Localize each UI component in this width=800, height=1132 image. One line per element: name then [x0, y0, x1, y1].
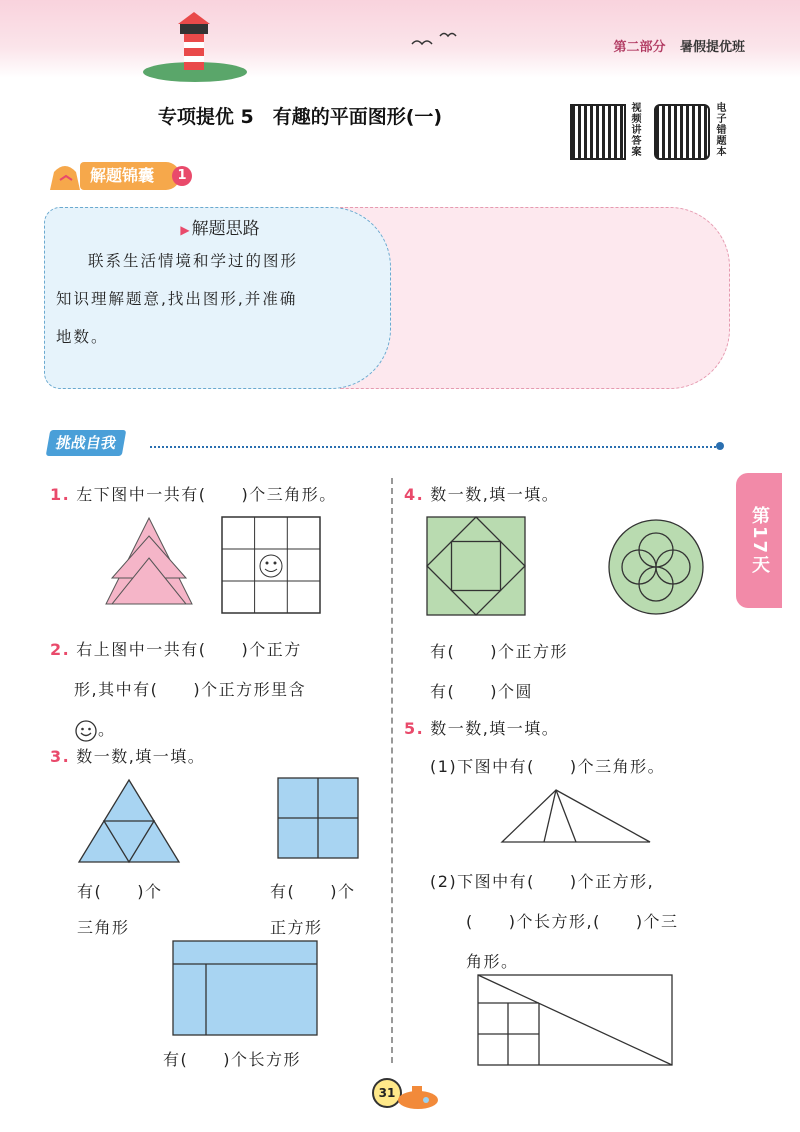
idea-heading: ▶ 解题思路: [180, 219, 260, 239]
divided-triangle-figure: [500, 788, 652, 844]
stacked-triangles-figure: [104, 516, 194, 608]
question-3-answer-triangles: 有( )个 三角形: [77, 882, 163, 937]
tips-badge-label: 解题锦囊: [80, 162, 180, 190]
submarine-icon: [396, 1082, 442, 1112]
page-number: 31: [372, 1078, 402, 1108]
question-3: 3. 数一数,填一填。: [50, 747, 206, 766]
question-3-answer-squares: 有( )个 正方形: [270, 882, 356, 937]
day-tab: 第17天: [736, 473, 782, 608]
page-title: 专项提优 5 有趣的平面图形(一): [157, 106, 443, 128]
four-square-figure: [277, 777, 359, 859]
lighthouse-illustration: [140, 10, 250, 80]
error-book-qr-label: 电子错题本: [714, 102, 725, 157]
question-5-part-1: (1)下图中有( )个三角形。: [430, 757, 666, 776]
rectangles-figure: [172, 940, 318, 1036]
method-box: [340, 207, 730, 389]
divider-dot: [716, 442, 724, 450]
column-divider: [391, 478, 393, 1063]
header-breadcrumb: [613, 36, 745, 55]
arrow-icon: ▶: [180, 223, 190, 237]
section-divider: [150, 446, 720, 448]
error-book-qr-code[interactable]: [654, 104, 710, 160]
nested-squares-figure: [426, 516, 526, 616]
header-class: 暑假提优班: [679, 40, 745, 55]
subdivided-triangle-figure: [77, 778, 181, 864]
question-5-part-2: (2)下图中有( )个正方形, ( )个长方形,( )个三 角形。: [430, 872, 679, 971]
question-5: 5. 数一数,填一填。: [404, 719, 560, 738]
question-3-answer-rectangles: 有( )个长方形: [163, 1050, 301, 1069]
question-1: 1. 左下图中一共有( )个三角形。: [50, 485, 337, 504]
overlapping-circles-figure: [607, 518, 705, 616]
idea-text: 联系生活情境和学过的图形 知识理解题意,找出图形,并准确 地数。: [56, 252, 299, 346]
question-4-answers: 有( )个正方形 有( )个圆: [430, 642, 568, 701]
birds-icon: [410, 30, 460, 50]
bag-icon: [48, 162, 82, 192]
question-4: 4. 数一数,填一填。: [404, 485, 560, 504]
smiley-icon: [74, 719, 98, 743]
tips-badge-number: 1: [172, 166, 192, 186]
video-qr-code[interactable]: [570, 104, 626, 160]
question-2: 2. 右上图中一共有( )个正方 形,其中有( )个正方形里含 。: [50, 630, 306, 750]
challenge-banner: 挑战自我: [46, 430, 127, 456]
video-qr-label: 视频讲答案: [629, 102, 640, 157]
tips-badge: [48, 162, 198, 192]
rectangle-diagonal-figure: [477, 974, 673, 1066]
grid-with-smiley-figure: [221, 516, 321, 614]
header-part: 第二部分: [613, 40, 666, 55]
